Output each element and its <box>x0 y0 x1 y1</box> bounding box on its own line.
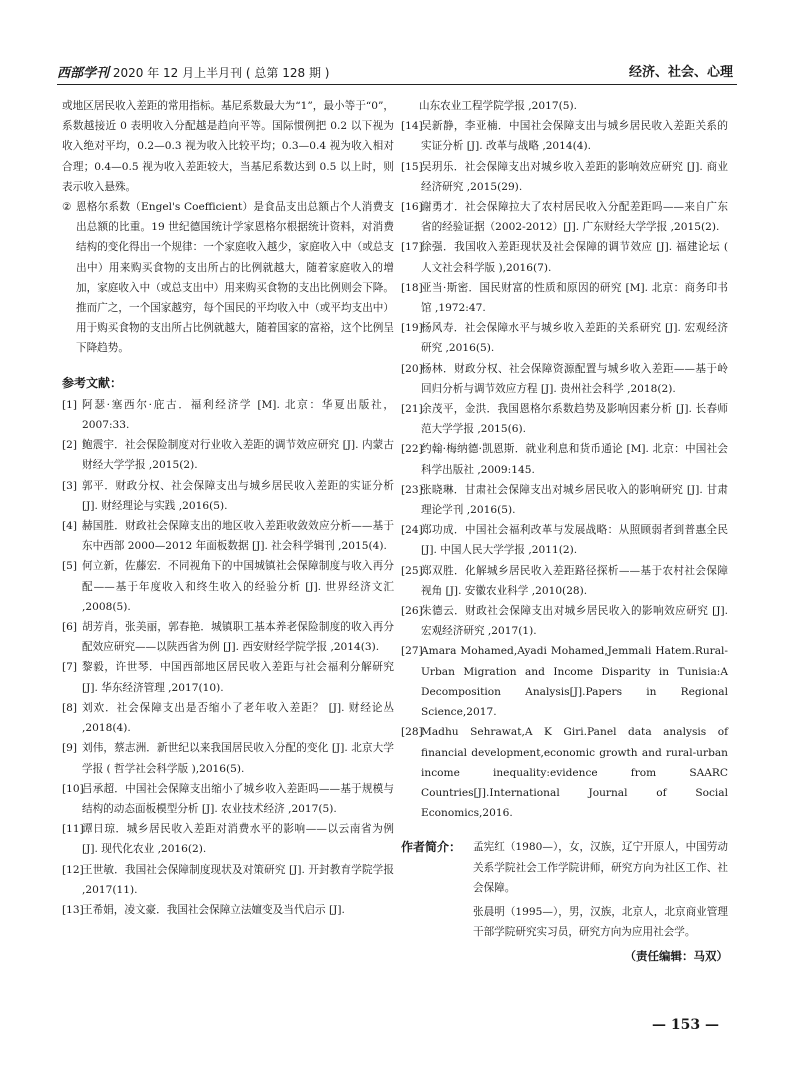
page-number: — 153 — <box>652 1017 719 1033</box>
reference-text: 刘欢．社会保障支出是否缩小了老年收入差距？ [J]. 财经论丛 ,2018(4). <box>82 701 394 735</box>
author-bio-entries <box>473 837 728 942</box>
reference-number: [27] <box>401 645 423 658</box>
reference-text: 约翰·梅纳德·凯恩斯．就业利息和货币通论 [M]. 北京：中国社会科学出版社 ,2009:145. <box>421 443 728 476</box>
reference-item <box>62 860 394 900</box>
reference-item <box>62 819 394 859</box>
reference-text: 阿瑟·塞西尔·庇古．福利经济学 [M]. 北京：华夏出版社，2007:33. <box>82 398 394 432</box>
footnote-2-body: 费支出总额的比重。19 世纪德国统计学家恩格尔根据统计资料，对消费结构的变化得出一个规律：一个家庭收入越少，家庭收入中（或总支出中）用来购买食物的支出所占的比例就越大，随着家庭收入的增加，家庭收入中（或总支出中）用来购买食物的支出比例则会下降。推而广之，一个国家越穷，每个国民的平均收入中（或平均支出中）用于购买食物的支出所占比例就越大，随着国家的富裕，这个比例呈下降趋势。 <box>76 201 394 355</box>
references-list-left <box>62 395 394 920</box>
references-list-right <box>401 116 728 823</box>
reference-text: 郑功成．中国社会福利改革与发展战略：从照顾弱者到普惠全民 [J]. 中国人民大学学报 ,2011(2). <box>421 524 728 557</box>
reference-number: [1] <box>62 398 78 411</box>
reference-number: [15] <box>401 160 423 173</box>
responsible-editor: （责任编辑：马双） <box>624 949 728 964</box>
issue-info: 2020 年 12 月上半月刊 ( 总第 128 期 ) <box>112 66 330 80</box>
reference-text: 杨风寿．社会保障水平与城乡收入差距的关系研究 [J]. 宏观经济研究 ,2016(5). <box>421 322 728 355</box>
author-entry: 孟宪红（1980—），女，汉族，辽宁开原人，中国劳动关系学院社会工作学院讲师，研究方向为社区工作、社会保障。 <box>473 841 728 894</box>
author-bio-label: 作者简介： <box>401 840 462 855</box>
reference-number: [21] <box>401 403 423 416</box>
reference-text: 亚当·斯密．国民财富的性质和原因的研究 [M]. 北京：商务印书馆 ,1972:47. <box>421 281 728 315</box>
reference-text: 刘伟，蔡志洲．新世纪以来我国居民收入分配的变化 [J]. 北京大学学报 ( 哲学社会科学版 ),2016(5). <box>82 742 394 775</box>
reference-item <box>62 738 394 778</box>
reference-text: 谭日琼．城乡居民收入差距对消费水平的影响——以云南省为例 [J]. 现代化农业 ,2016(2). <box>82 823 394 856</box>
reference-number: [16] <box>401 201 423 214</box>
reference-item <box>62 698 394 738</box>
reference-text: 鲍震宇．社会保险制度对行业收入差距的调节效应研究 [J]. 内蒙古财经大学学报 ,2015(2). <box>82 439 394 472</box>
left-column <box>62 96 394 920</box>
reference-item <box>401 480 728 520</box>
reference-item <box>401 601 728 641</box>
reference-number: [8] <box>62 701 78 714</box>
journal-name: 西部学刊 <box>57 66 110 81</box>
reference-number: [17] <box>401 241 423 254</box>
reference-item <box>401 722 728 823</box>
reference-text: 吕承超．中国社会保障支出缩小了城乡收入差距吗——基于规模与结构的动态面板模型分析 [J]. 农业技术经济 ,2017(5). <box>82 782 394 815</box>
reference-text: 王世敏．我国社会保障制度现状及对策研究 [J]. 开封教育学院学报 ,2017(11). <box>82 863 394 896</box>
reference-item <box>401 520 728 560</box>
reference-item <box>401 197 728 237</box>
reference-item <box>62 516 394 556</box>
reference-text: 黎毅，许世琴．中国西部地区居民收入差距与社会福利分解研究 [J]. 华东经济管理 ,2017(10). <box>82 661 394 694</box>
reference-item <box>401 359 728 399</box>
section-name: 经济、社会、心理 <box>628 65 733 80</box>
reference-number: [22] <box>401 443 423 456</box>
reference-text: 吴新静，李亚楠．中国社会保障支出与城乡居民收入差距关系的实证分析 [J]. 改革与战略 ,2014(4). <box>421 120 728 153</box>
reference-text: 杨林．财政分权、社会保障资源配置与城乡收入差距——基于岭回归分析与调节效应方程 [J]. 贵州社会科学 ,2018(2). <box>421 362 728 395</box>
reference-item <box>401 561 728 601</box>
reference-text: 郭平．财政分权、社会保障支出与城乡居民收入差距的实证分析 [J]. 财经理论与实践 ,2016(5). <box>82 479 394 512</box>
reference-number: [19] <box>401 322 423 335</box>
reference-text: 朱德云．财政社会保障支出对城乡居民收入的影响效应研究 [J]. 宏观经济研究 ,2017(1). <box>421 605 728 638</box>
reference-item <box>401 157 728 197</box>
reference-item <box>62 556 394 617</box>
header-journal-info <box>57 62 329 81</box>
reference-item <box>401 237 728 277</box>
reference-text: 余茂平，金洪．我国恩格尔系数趋势及影响因素分析 [J]. 长春师范大学学报 ,2015(6). <box>421 403 728 436</box>
reference-number: [12] <box>62 863 84 876</box>
reference-item <box>401 641 728 722</box>
footnote-2 <box>62 197 394 359</box>
right-column <box>401 96 728 967</box>
reference-text: 张晓琳．甘肃社会保障支出对城乡居民收入的影响研究 [J]. 甘肃理论学刊 ,2016(5). <box>421 483 728 517</box>
reference-number: [26] <box>401 605 423 618</box>
reference-number: [3] <box>62 479 78 492</box>
reference-number: [14] <box>401 120 423 133</box>
reference-text: Amara Mohamed,Ayadi Mohamed,Jemmali Hatem.Rural-Urban Migration and Income Disparity in Tunisia:A Decomposition Analysis[J].Papers in Regional Science,2017. <box>421 645 728 719</box>
reference-item <box>62 395 394 435</box>
reference-number: [9] <box>62 742 78 755</box>
footnote-2-first-line: 恩格尔系数（Engel's Coefficient）是食品支出总额占个人消 <box>76 201 373 214</box>
reference-item <box>401 399 728 439</box>
page-header <box>57 58 737 85</box>
reference-number: [18] <box>401 281 423 294</box>
reference-item <box>401 318 728 358</box>
reference-item <box>401 116 728 156</box>
reference-number: [13] <box>62 903 84 916</box>
reference-text: 何立新，佐藤宏．不同视角下的中国城镇社会保障制度与收入再分配——基于年度收入和终生收入的经验分析 [J]. 世界经济文汇 ,2008(5). <box>82 560 394 613</box>
reference-item <box>62 779 394 819</box>
reference-item <box>62 900 394 920</box>
reference-text: 胡芳肖，张美丽，郭春艳．城镇职工基本养老保险制度的收入再分配效应研究——以陕西省为例 [J]. 西安财经学院学报 ,2014(3). <box>82 621 394 654</box>
reference-text: 谢勇才．社会保障拉大了农村居民收入分配差距吗——来自广东省的经验证据（2002-2012）[J]. 广东财经大学学报 ,2015(2). <box>421 201 728 234</box>
reference-number: [7] <box>62 661 78 674</box>
reference-text: 王希娟，凌文豪．我国社会保障立法嬗变及当代启示 [J]. <box>82 903 345 916</box>
references-title: 参考文献： <box>62 375 123 390</box>
reference-number: [28] <box>401 726 423 739</box>
reference-item <box>62 617 394 657</box>
footnote-marker: ② <box>62 201 72 214</box>
reference-number: [20] <box>401 362 423 375</box>
reference-number: [23] <box>401 483 423 496</box>
footnote-1-continued: 或地区居民收入差距的常用指标。基尼系数最大为“1”，最小等于“0”，系数越接近 0 表明收入分配越是趋向平等。国际惯例把 0.2 以下视为收入绝对平均，0.2—0.3 视为收入比较平均；0.3—0.4 视为收入相对合理；0.4—0.5 视为收入差距较大，当基尼系数达到 0.5 以上时，则表示收入悬殊。 <box>62 100 394 193</box>
reference-number: [25] <box>401 564 423 577</box>
reference-number: [2] <box>62 439 78 452</box>
reference-13-continued: 山东农业工程学院学报 ,2017(5). <box>419 100 578 112</box>
reference-text: 吴玥乐．社会保障支出对城乡收入差距的影响效应研究 [J]. 商业经济研究 ,2015(29). <box>421 160 728 193</box>
reference-item <box>62 435 394 475</box>
reference-number: [6] <box>62 621 78 634</box>
reference-number: [11] <box>62 823 84 836</box>
author-bio <box>401 837 728 942</box>
reference-number: [5] <box>62 560 78 573</box>
reference-item <box>401 278 728 318</box>
reference-number: [4] <box>62 520 78 533</box>
reference-text: 徐强．我国收入差距现状及社会保障的调节效应 [J]. 福建论坛 ( 人文社会科学版 ),2016(7). <box>421 241 728 274</box>
reference-item <box>401 439 728 479</box>
reference-item <box>62 476 394 516</box>
reference-number: [24] <box>401 524 423 537</box>
reference-number: [10] <box>62 782 84 795</box>
author-entry: 张晨明（1995—），男，汉族，北京人，北京商业管理干部学院研究实习员，研究方向为应用社会学。 <box>473 905 728 939</box>
reference-item <box>62 657 394 697</box>
reference-text: 赫国胜．财政社会保障支出的地区收入差距收敛效应分析——基于东中西部 2000—2012 年面板数据 [J]. 社会科学辑刊 ,2015(4). <box>82 520 394 553</box>
reference-text: Madhu Sehrawat,A K Giri.Panel data analysis of financial development,economic growth and rural-urban income inequality:evidence from SAARC Countries[J].International Journal of Social Economics,2016. <box>421 726 728 820</box>
reference-text: 郑双胜．化解城乡居民收入差距路径探析——基于农村社会保障视角 [J]. 安徽农业科学 ,2010(28). <box>421 564 728 597</box>
